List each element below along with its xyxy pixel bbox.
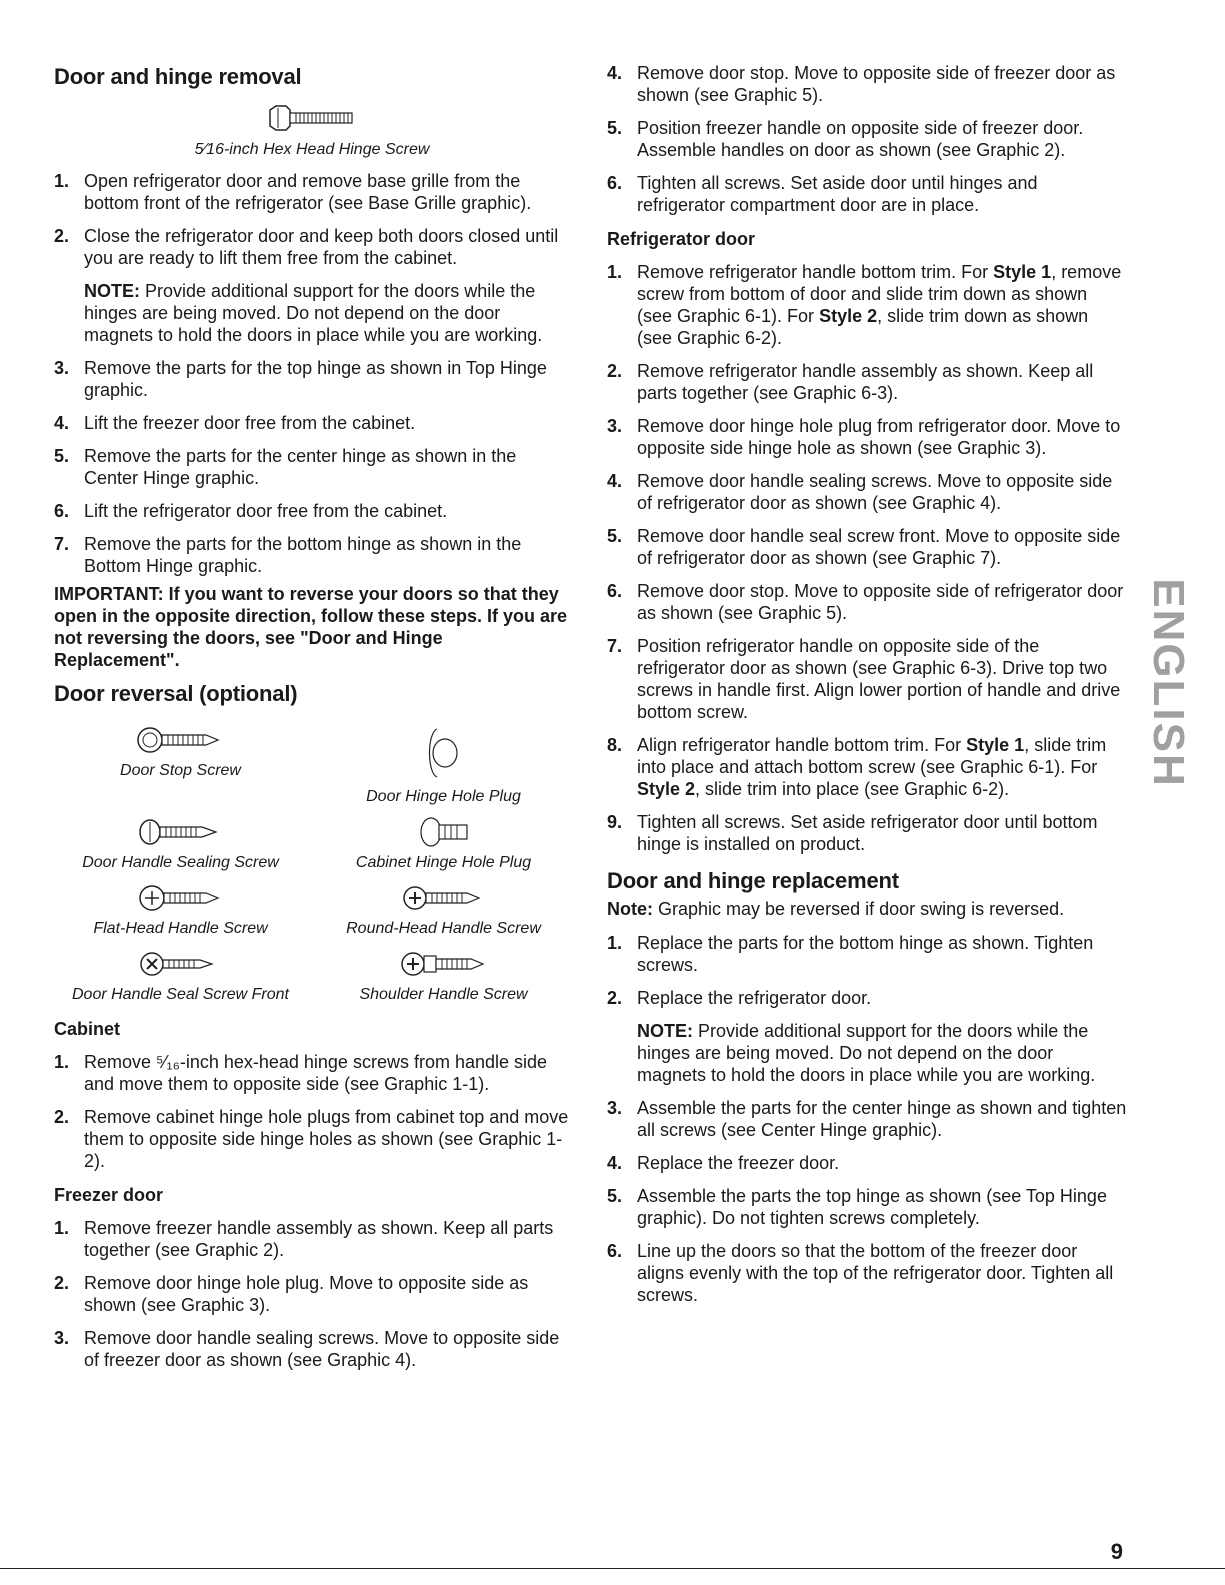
step-text: Open refrigerator door and remove base grille from the bottom front of the refrigerator (see Base Grille graphic). — [84, 171, 532, 213]
step-number: 8. — [607, 735, 623, 755]
round-head-screw-icon — [399, 881, 489, 915]
list-item — [54, 1106, 570, 1172]
step-number: 1. — [54, 1218, 70, 1238]
step-text: , slide trim into place and attach bottom screw (see Graphic 6-1). For — [637, 735, 1107, 777]
part-caption: Cabinet Hinge Hole Plug — [355, 854, 532, 871]
hex-head-screw-icon — [266, 104, 358, 132]
step-text: Assemble the parts the top hinge as shown (see Top Hinge graphic). Do not tighten screws completely. — [637, 1186, 1107, 1228]
replacement-note — [607, 898, 1127, 920]
step-text: Close the refrigerator door and keep both doors closed until you are ready to lift them free from the cabinet. — [84, 226, 559, 268]
list-item — [607, 635, 1127, 723]
heading-cabinet: Cabinet — [54, 1019, 121, 1039]
list-item — [54, 1327, 570, 1371]
step-number: 3. — [607, 1098, 623, 1118]
step-number: 7. — [607, 636, 623, 656]
step-number: 4. — [607, 1153, 623, 1173]
removal-steps — [54, 170, 570, 577]
list-item — [607, 1240, 1127, 1306]
list-item — [54, 225, 570, 269]
part-door-stop-screw — [54, 723, 307, 807]
list-item — [54, 533, 570, 577]
list-item — [607, 117, 1127, 161]
style-label: Style 1 — [966, 735, 1025, 755]
step-text: Remove door handle sealing screws. Move to opposite side of freezer door as shown (see Graphic 4). — [84, 1328, 560, 1370]
step-text: Lift the freezer door free from the cabinet. — [84, 413, 416, 433]
list-item — [607, 580, 1127, 624]
part-round-head-handle-screw — [317, 881, 570, 939]
step-text: Remove door handle seal screw front. Move to opposite side of refrigerator door as shown (see Graphic 7). — [637, 526, 1121, 568]
step-number: 6. — [607, 1241, 623, 1261]
step-text: Remove refrigerator handle bottom trim. For — [637, 262, 994, 282]
step-text: Assemble the parts for the center hinge as shown and tighten all screws (see Center Hinge graphic). — [637, 1098, 1127, 1140]
step-text: Tighten all screws. Set aside refrigerator door until bottom hinge is installed on product. — [637, 812, 1098, 854]
step-text: Lift the refrigerator door free from the cabinet. — [84, 501, 448, 521]
parts-grid — [54, 723, 570, 1005]
hex-screw-caption — [54, 140, 570, 160]
list-item — [607, 811, 1127, 855]
list-item — [607, 415, 1127, 459]
step-text: Remove the parts for the top hinge as shown in Top Hinge graphic. — [84, 358, 547, 400]
step-text: Position refrigerator handle on opposite side of the refrigerator door as shown (see Graphic 6-3). Drive top two screws in handle first. Align lower portion of handle and drive bottom screw. — [637, 636, 1121, 722]
step-number: 1. — [54, 171, 70, 191]
heading-door-hinge-replacement: Door and hinge replacement — [607, 868, 899, 893]
step-number: 5. — [607, 1186, 623, 1206]
step-text: , remove screw from bottom of door and slide trim down as shown (see Graphic 6-1). For — [637, 262, 1122, 326]
hex-screw-size: 5⁄16 — [194, 141, 224, 158]
step-number: 2. — [54, 226, 70, 246]
side-tab-label: ENGLISH — [1144, 578, 1194, 788]
step-number: 4. — [607, 63, 623, 83]
part-caption: Round-Head Handle Screw — [346, 920, 541, 937]
right-column — [607, 62, 1127, 1317]
step-number: 1. — [607, 933, 623, 953]
step-text: Align refrigerator handle bottom trim. For — [637, 735, 967, 755]
style-label: Style 2 — [637, 779, 696, 799]
important-notice: IMPORTANT: If you want to reverse your doors so that they open in the opposite direction, follow these steps. If you are not reversing the doors, see "Door and Hinge Replacement". — [54, 584, 568, 670]
heading-refrigerator-door: Refrigerator door — [607, 229, 756, 249]
list-item — [607, 470, 1127, 514]
language-side-tab — [1144, 568, 1194, 798]
step-number: 6. — [607, 581, 623, 601]
list-item — [54, 357, 570, 401]
part-caption: Door Handle Seal Screw Front — [72, 986, 289, 1003]
door-stop-screw-icon — [136, 723, 226, 757]
style-label: Style 1 — [993, 262, 1052, 282]
step-text: Tighten all screws. Set aside door until hinges and refrigerator compartment door are in place. — [637, 173, 1038, 215]
heading-freezer-door: Freezer door — [54, 1185, 164, 1205]
step-text: Remove door stop. Move to opposite side of freezer door as shown (see Graphic 5). — [637, 63, 1116, 105]
step-number: 4. — [54, 413, 70, 433]
step-number: 2. — [54, 1273, 70, 1293]
part-caption: Flat-Head Handle Screw — [93, 920, 268, 937]
heading-door-reversal: Door reversal (optional) — [54, 681, 298, 706]
step-number: 5. — [607, 118, 623, 138]
left-column — [54, 62, 570, 1382]
step-number: 2. — [54, 1107, 70, 1127]
list-item — [607, 1185, 1127, 1229]
step-number: 5. — [607, 526, 623, 546]
hex-screw-figure — [54, 104, 570, 160]
door-hinge-hole-plug-icon — [419, 723, 469, 783]
step-text: Replace the refrigerator door. — [637, 988, 872, 1008]
step-number: 6. — [54, 501, 70, 521]
heading-door-hinge-removal: Door and hinge removal — [54, 64, 302, 89]
list-item — [607, 360, 1127, 404]
list-item — [54, 1217, 570, 1261]
step-number: 3. — [54, 1328, 70, 1348]
step-text: Remove door hinge hole plug from refrigerator door. Move to opposite side hinge hole as shown (see Graphic 3). — [637, 416, 1121, 458]
freezer-steps-left — [54, 1217, 570, 1371]
part-cabinet-hinge-hole-plug — [317, 815, 570, 873]
list-item — [607, 261, 1127, 349]
replacement-steps — [607, 932, 1127, 1306]
list-item — [54, 445, 570, 489]
step-text: Remove door hinge hole plug. Move to opposite side as shown (see Graphic 3). — [84, 1273, 529, 1315]
part-caption: Door Handle Sealing Screw — [82, 854, 279, 871]
step-text: Remove freezer handle assembly as shown. Keep all parts together (see Graphic 2). — [84, 1218, 554, 1260]
refrigerator-steps — [607, 261, 1127, 855]
step-text: Remove the parts for the center hinge as shown in the Center Hinge graphic. — [84, 446, 517, 488]
step-number: 6. — [607, 173, 623, 193]
list-item — [607, 1097, 1127, 1141]
step-text: , slide trim into place (see Graphic 6-2). — [695, 779, 1010, 799]
freezer-steps-right — [607, 62, 1127, 216]
list-item — [607, 734, 1127, 800]
note-label: Note: — [607, 899, 653, 919]
part-door-hinge-hole-plug — [317, 723, 570, 807]
list-item — [607, 525, 1127, 569]
note-label: NOTE: — [637, 1021, 693, 1041]
step-number: 7. — [54, 534, 70, 554]
step-text: Remove refrigerator handle assembly as shown. Keep all parts together (see Graphic 6-3). — [637, 361, 1094, 403]
step-number: 1. — [54, 1052, 70, 1072]
step-number: 4. — [607, 471, 623, 491]
list-item — [54, 500, 570, 522]
bottom-divider — [0, 1568, 1225, 1569]
list-item — [607, 987, 1127, 1009]
list-item — [54, 412, 570, 434]
list-item — [54, 170, 570, 214]
list-item — [607, 62, 1127, 106]
step-text: Remove the parts for the bottom hinge as shown in the Bottom Hinge graphic. — [84, 534, 522, 576]
cabinet-steps — [54, 1051, 570, 1172]
cabinet-hinge-hole-plug-icon — [409, 815, 479, 849]
hex-screw-label: -inch Hex Head Hinge Screw — [223, 141, 430, 158]
list-item — [54, 1051, 570, 1095]
part-caption: Door Hinge Hole Plug — [366, 788, 521, 805]
note-paragraph — [54, 280, 570, 346]
step-text: Remove door stop. Move to opposite side of refrigerator door as shown (see Graphic 5). — [637, 581, 1124, 623]
step-number: 1. — [607, 262, 623, 282]
step-number: 5. — [54, 446, 70, 466]
list-item — [54, 1272, 570, 1316]
part-door-handle-sealing-screw — [54, 815, 307, 873]
step-text: Remove cabinet hinge hole plugs from cabinet top and move them to opposite side hinge holes as shown (see Graphic 1-2). — [84, 1107, 569, 1171]
part-door-handle-seal-screw-front — [54, 947, 307, 1005]
part-caption: Shoulder Handle Screw — [359, 986, 528, 1003]
note-text: Graphic may be reversed if door swing is reversed. — [653, 899, 1065, 919]
list-item — [607, 932, 1127, 976]
step-text: , slide trim down as shown (see Graphic 6-2). — [637, 306, 1089, 348]
step-text: Line up the doors so that the bottom of the freezer door aligns evenly with the top of the refrigerator door. Tighten all screws. — [637, 1241, 1114, 1305]
step-text: Replace the freezer door. — [637, 1153, 840, 1173]
step-text: Remove ⁵⁄₁₆-inch hex-head hinge screws from handle side and move them to opposite side (see Graphic 1-1). — [84, 1052, 548, 1094]
note-text: Provide additional support for the doors while the hinges are being moved. Do not depend on the door magnets to hold the doors in place while you are working. — [84, 281, 543, 345]
step-text: Remove door handle sealing screws. Move to opposite side of refrigerator door as shown (see Graphic 4). — [637, 471, 1113, 513]
part-caption: Door Stop Screw — [120, 762, 241, 779]
step-number: 9. — [607, 812, 623, 832]
step-number: 2. — [607, 988, 623, 1008]
note-label: NOTE: — [84, 281, 140, 301]
part-flat-head-handle-screw — [54, 881, 307, 939]
step-text: Replace the parts for the bottom hinge as shown. Tighten screws. — [637, 933, 1094, 975]
list-item — [607, 1152, 1127, 1174]
step-number: 3. — [54, 358, 70, 378]
step-text: Position freezer handle on opposite side of freezer door. Assemble handles on door as shown (see Graphic 2). — [637, 118, 1084, 160]
page-number: 9 — [1110, 1539, 1123, 1564]
door-handle-sealing-screw-icon — [136, 815, 226, 849]
list-item — [607, 172, 1127, 216]
flat-head-screw-icon — [136, 881, 226, 915]
step-number: 2. — [607, 361, 623, 381]
part-shoulder-handle-screw — [317, 947, 570, 1005]
style-label: Style 2 — [819, 306, 878, 326]
note-text: Provide additional support for the doors while the hinges are being moved. Do not depend on the door magnets to hold the doors in place while you are working. — [637, 1021, 1096, 1085]
step-number: 3. — [607, 416, 623, 436]
note-paragraph — [607, 1020, 1127, 1086]
shoulder-screw-icon — [399, 947, 489, 981]
seal-screw-front-icon — [136, 947, 226, 981]
